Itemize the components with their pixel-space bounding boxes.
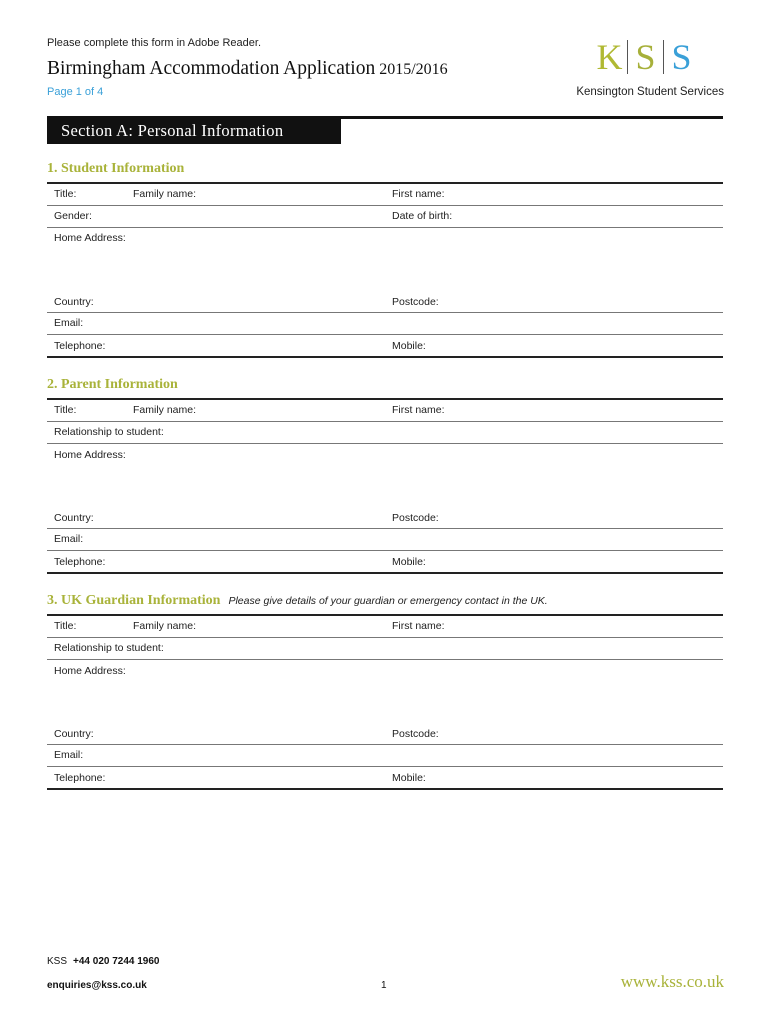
divider [47,614,723,616]
guardian-telephone-field[interactable]: Telephone: [54,772,106,784]
parent-mobile-field[interactable]: Mobile: [392,556,426,568]
student-title-field[interactable]: Title: [54,188,77,200]
divider [47,205,723,206]
guardian-address-field[interactable]: Home Address: [54,665,126,677]
logo-letter-s2: S [671,37,692,77]
divider [47,312,723,313]
parent-email-field[interactable]: Email: [54,533,84,545]
parent-address-field[interactable]: Home Address: [54,449,126,461]
form-title: Birmingham Accommodation Application [47,58,376,79]
page-title [47,58,448,80]
divider [47,572,723,574]
divider [47,334,723,335]
divider [47,744,723,745]
parent-country-field[interactable]: Country: [54,512,94,524]
divider [47,659,723,660]
divider [47,637,723,638]
student-address-field[interactable]: Home Address: [54,232,126,244]
website-link[interactable]: www.kss.co.uk [620,972,724,991]
student-dob-field[interactable]: Date of birth: [392,210,453,222]
guardian-heading-text: 3. UK Guardian Information [47,593,221,608]
student-postcode-field[interactable]: Postcode: [392,296,439,308]
guardian-info-heading [47,593,548,609]
divider [47,182,723,184]
guardian-email-field[interactable]: Email: [54,749,84,761]
student-mobile-field[interactable]: Mobile: [392,340,426,352]
guardian-relationship-field[interactable]: Relationship to student: [54,642,164,654]
student-gender-field[interactable]: Gender: [54,210,92,222]
footer-contact [47,956,160,967]
parent-telephone-field[interactable]: Telephone: [54,556,106,568]
logo-divider [627,40,628,74]
divider [47,227,723,228]
page-indicator: Page 1 of 4 [47,86,104,98]
logo-divider [663,40,664,74]
guardian-postcode-field[interactable]: Postcode: [392,728,439,740]
guardian-note: Please give details of your guardian or emergency contact in the UK. [228,595,548,607]
logo-letter-s1: S [635,37,656,77]
divider [47,421,723,422]
student-first-name-field[interactable]: First name: [392,188,445,200]
adobe-reader-notice: Please complete this form in Adobe Reader. [47,37,262,49]
parent-first-name-field[interactable]: First name: [392,404,445,416]
section-a-title: Section A: Personal Information [47,117,341,144]
guardian-mobile-field[interactable]: Mobile: [392,772,426,784]
student-family-name-field[interactable]: Family name: [133,188,197,200]
divider [47,528,723,529]
guardian-country-field[interactable]: Country: [54,728,94,740]
student-info-heading: 1. Student Information [47,161,185,176]
parent-relationship-field[interactable]: Relationship to student: [54,426,164,438]
company-name: Kensington Student Services [576,86,724,98]
divider [47,398,723,400]
parent-postcode-field[interactable]: Postcode: [392,512,439,524]
student-telephone-field[interactable]: Telephone: [54,340,106,352]
parent-info-heading: 2. Parent Information [47,377,178,392]
footer-phone[interactable]: +44 020 7244 1960 [73,956,160,967]
page-number: 1 [381,980,387,991]
footer-email-link[interactable]: enquiries@kss.co.uk [47,980,147,991]
guardian-first-name-field[interactable]: First name: [392,620,445,632]
divider [47,788,723,790]
student-country-field[interactable]: Country: [54,296,94,308]
kss-logo [596,38,695,76]
footer-kss-label: KSS [47,956,68,967]
divider [47,443,723,444]
parent-family-name-field[interactable]: Family name: [133,404,197,416]
logo-letter-k: K [596,37,623,77]
divider [47,356,723,358]
guardian-title-field[interactable]: Title: [54,620,77,632]
student-email-field[interactable]: Email: [54,317,84,329]
parent-title-field[interactable]: Title: [54,404,77,416]
academic-year: 2015/2016 [379,61,448,78]
guardian-family-name-field[interactable]: Family name: [133,620,197,632]
divider [47,550,723,551]
divider [47,766,723,767]
